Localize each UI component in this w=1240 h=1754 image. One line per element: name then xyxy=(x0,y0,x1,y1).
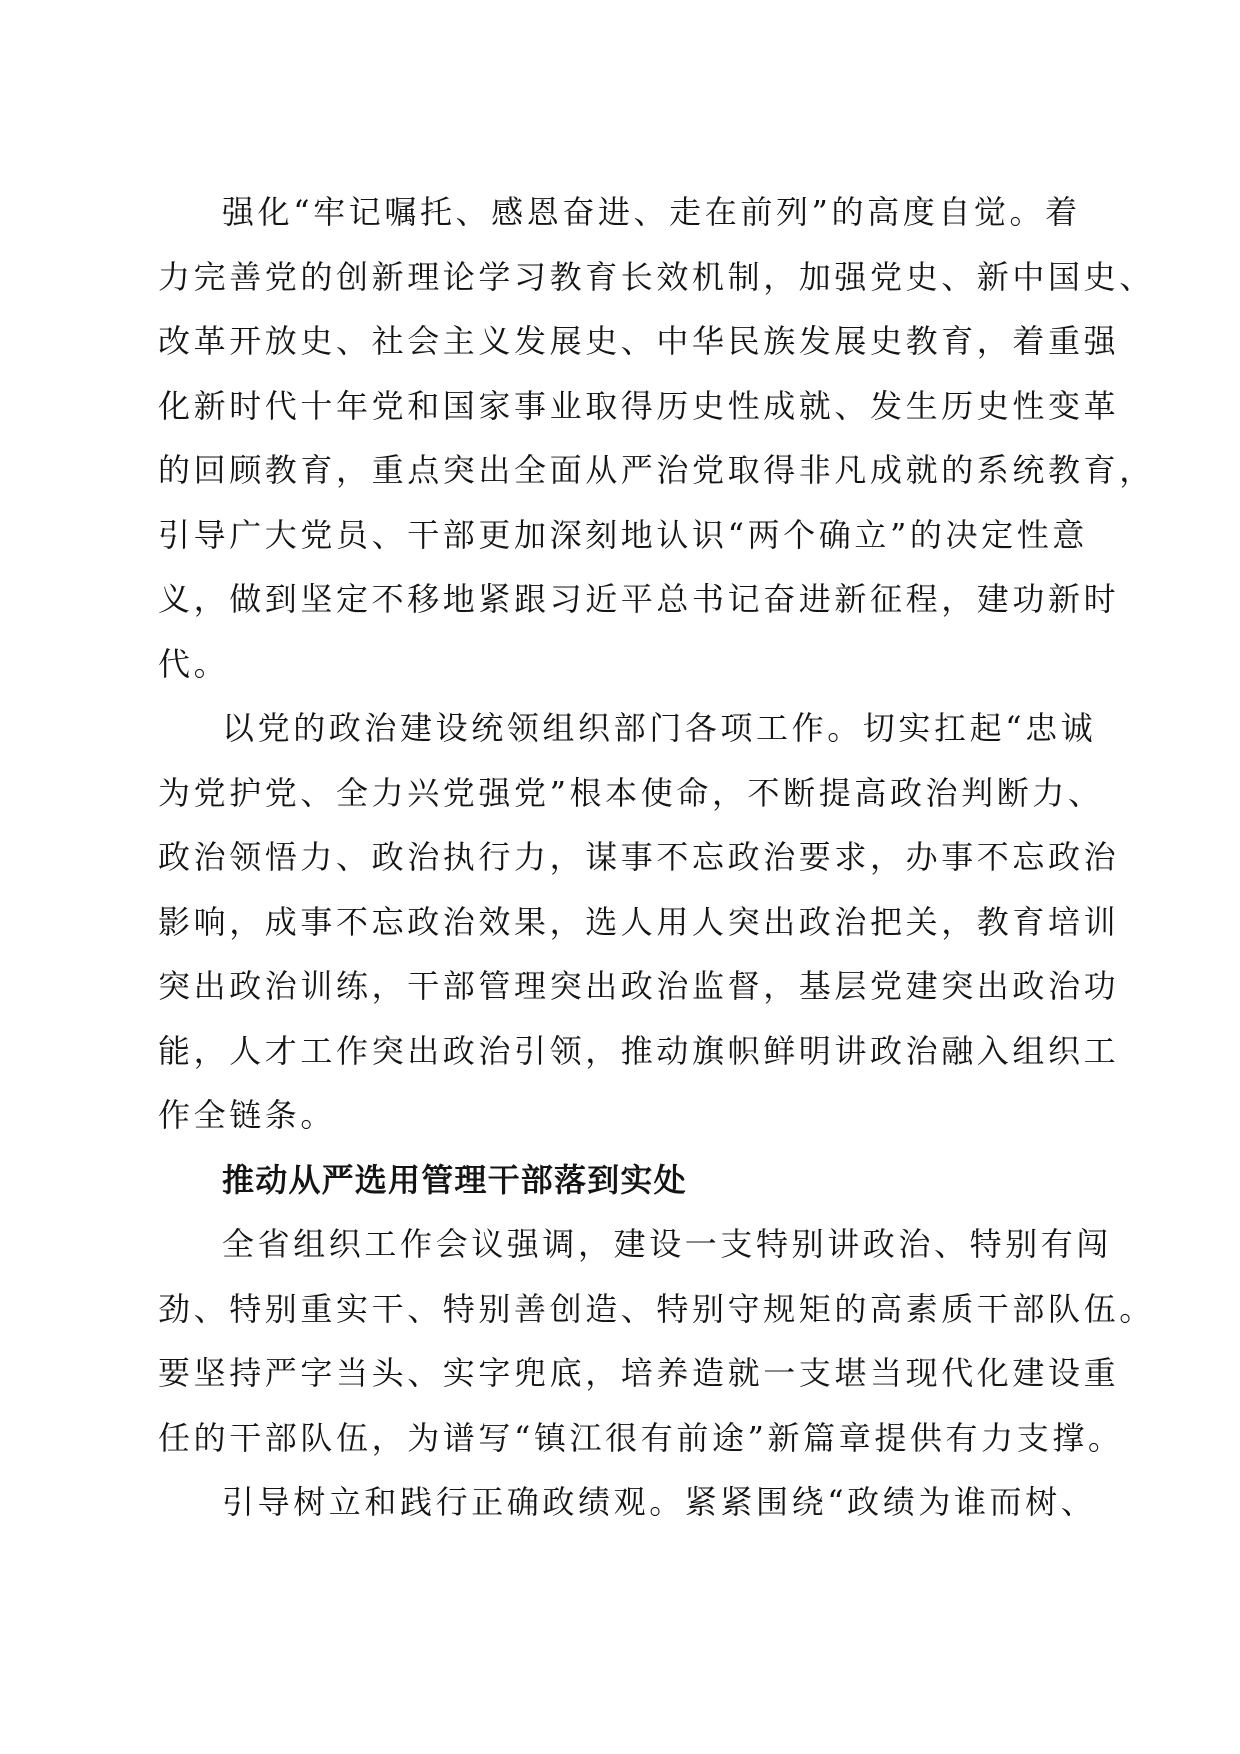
paragraph-line: 要坚持严字当头、实字兜底，培养造就一支堪当现代化建设重 xyxy=(158,1354,1120,1392)
paragraph-line: 为党护党、全力兴党强党”根本使命，不断提高政治判断力、 xyxy=(158,773,1104,812)
section-heading: 推动从严选用管理干部落到实处 xyxy=(222,1160,687,1199)
paragraph-line: 强化“牢记嘱托、感恩奋进、走在前列”的高度自觉。着 xyxy=(222,193,1081,231)
paragraph-line: 劲、特别重实干、特别善创造、特别守规矩的高素质干部队伍。 xyxy=(158,1289,1155,1328)
paragraph-line: 引导树立和践行正确政绩观。紧紧围绕“政绩为谁而树、 xyxy=(222,1483,1097,1521)
paragraph-line: 能，人才工作突出政治引领，推动旗帜鲜明讲政治融入组织工 xyxy=(158,1031,1120,1070)
paragraph-line: 作全链条。 xyxy=(158,1096,337,1134)
paragraph-line: 引导广大党员、干部更加深刻地认识“两个确立”的决定性意 xyxy=(158,515,1088,554)
paragraph-line: 的回顾教育，重点突出全面从严治党取得非凡成就的系统教育， xyxy=(158,451,1155,489)
paragraph-line: 化新时代十年党和国家事业取得历史性成就、发生历史性变革 xyxy=(158,386,1120,425)
paragraph-line: 代。 xyxy=(158,644,230,683)
paragraph-line: 影响，成事不忘政治效果，选人用人突出政治把关，教育培训 xyxy=(158,902,1120,941)
paragraph-line: 任的干部队伍，为谱写“镇江很有前途”新篇章提供有力支撑。 xyxy=(158,1418,1124,1457)
paragraph-line: 义，做到坚定不移地紧跟习近平总书记奋进新征程，建功新时 xyxy=(158,580,1120,618)
paragraph-line: 改革开放史、社会主义发展史、中华民族发展史教育，着重强 xyxy=(158,322,1120,360)
paragraph-line: 全省组织工作会议强调，建设一支特别讲政治、特别有闯 xyxy=(222,1225,1113,1263)
paragraph-line: 以党的政治建设统领组织部门各项工作。切实扛起“忠诚 xyxy=(222,709,1097,747)
paragraph-line: 政治领悟力、政治执行力，谋事不忘政治要求，办事不忘政治 xyxy=(158,838,1120,876)
document-body xyxy=(158,180,1155,1535)
paragraph-line: 突出政治训练，干部管理突出政治监督，基层党建突出政治功 xyxy=(158,967,1120,1005)
paragraph-line: 力完善党的创新理论学习教育长效机制，加强党史、新中国史、 xyxy=(158,257,1155,296)
